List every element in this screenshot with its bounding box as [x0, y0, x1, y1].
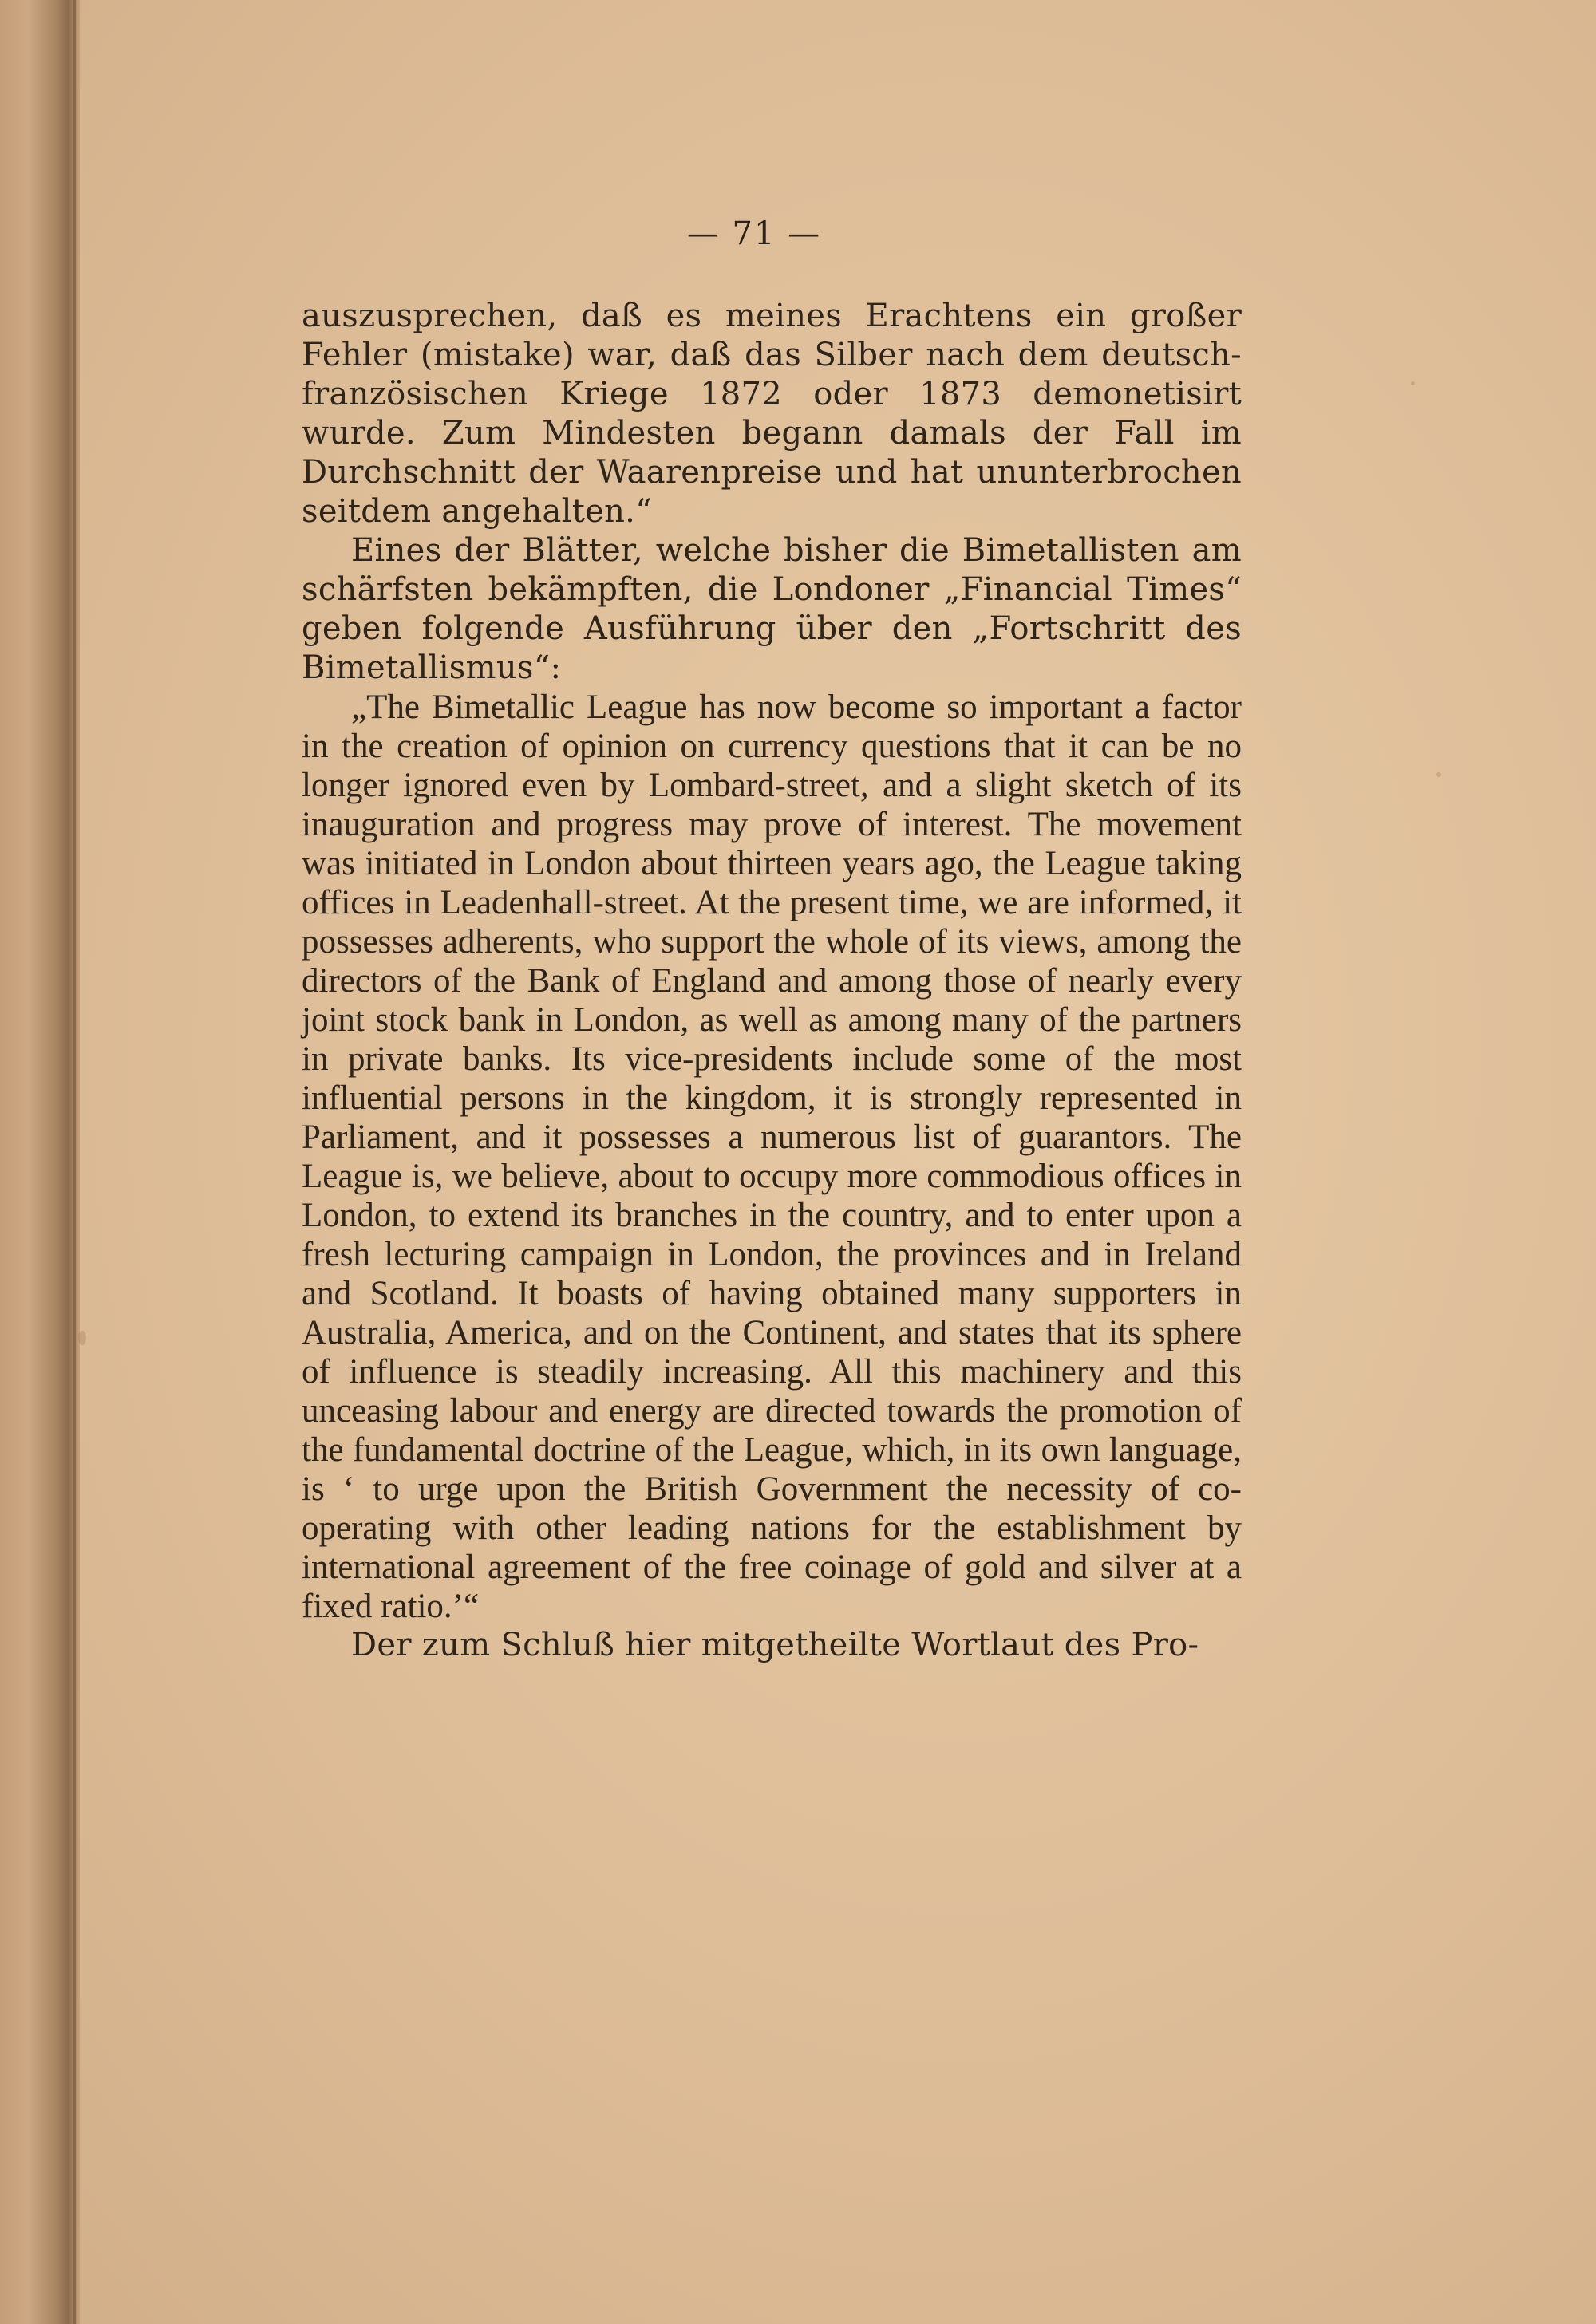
paper-spot [1436, 772, 1441, 777]
paragraph-german-2: Eines der Blätter, welche bisher die Bimetallisten am schärfsten bekämpften, die Londoner „Financial Times“ geben folgende Ausführung über den „Fortschritt des Bimetallismus“: [302, 532, 1242, 686]
book-spine [0, 0, 80, 2324]
page-number: — 71 — [686, 215, 822, 252]
paragraph-english-quote: „The Bimetallic League has now become so important a factor in the creation of opinion on currency questions that it can be no longer ignored even by Lombard-street, and a slight sketch of its inauguration and progress may prove of interest. The movement was initiated in London about thirteen years ago, the League taking offices in Leadenhall-street. At the present time, we are informed, it possesses adherents, who support the whole of its views, among the directors of the Bank of England and among those of nearly every joint stock bank in London, as well as among many of the partners in private banks. Its vice-presidents include some of the most influential persons in the kingdom, it is strongly represented in Parliament, and it possesses a numerous list of guarantors. The League is, we believe, about to occupy more commodious offices in London, to extend its branches in the country, and to enter upon a fresh lecturing campaign in London, the provinces and in Ireland and Scotland. It boasts of having obtained many supporters in Australia, America, and on the Continent, and states that its sphere of influence is steadily increasing. All this machinery and this unceasing labour and energy are directed towards the promotion of the fundamental doctrine of the League, which, in its own language, is ‘ to urge upon the British Government the necessity of co-operating with other leading nations for the establishment by international agreement of the free coinage of gold and silver at a fixed ratio.’“ [302, 689, 1242, 1625]
paper-spot [78, 1331, 86, 1345]
paragraph-german-1: auszusprechen, daß es meines Erachtens ein großer Fehler (mistake) war, daß das Silber nach dem deutsch-französischen Kriege 1872 oder 1873 demonetisirt wurde. Zum Mindesten begann damals der Fall im Durchschnitt der Waarenpreise und hat ununterbrochen seitdem angehalten.“ [302, 298, 1242, 530]
spine-edge [73, 0, 76, 2324]
body-text [302, 297, 1242, 1665]
paper-spot [1411, 381, 1415, 385]
paragraph-german-3: Der zum Schluß hier mitgetheilte Wortlaut des Pro- [351, 1627, 1199, 1663]
